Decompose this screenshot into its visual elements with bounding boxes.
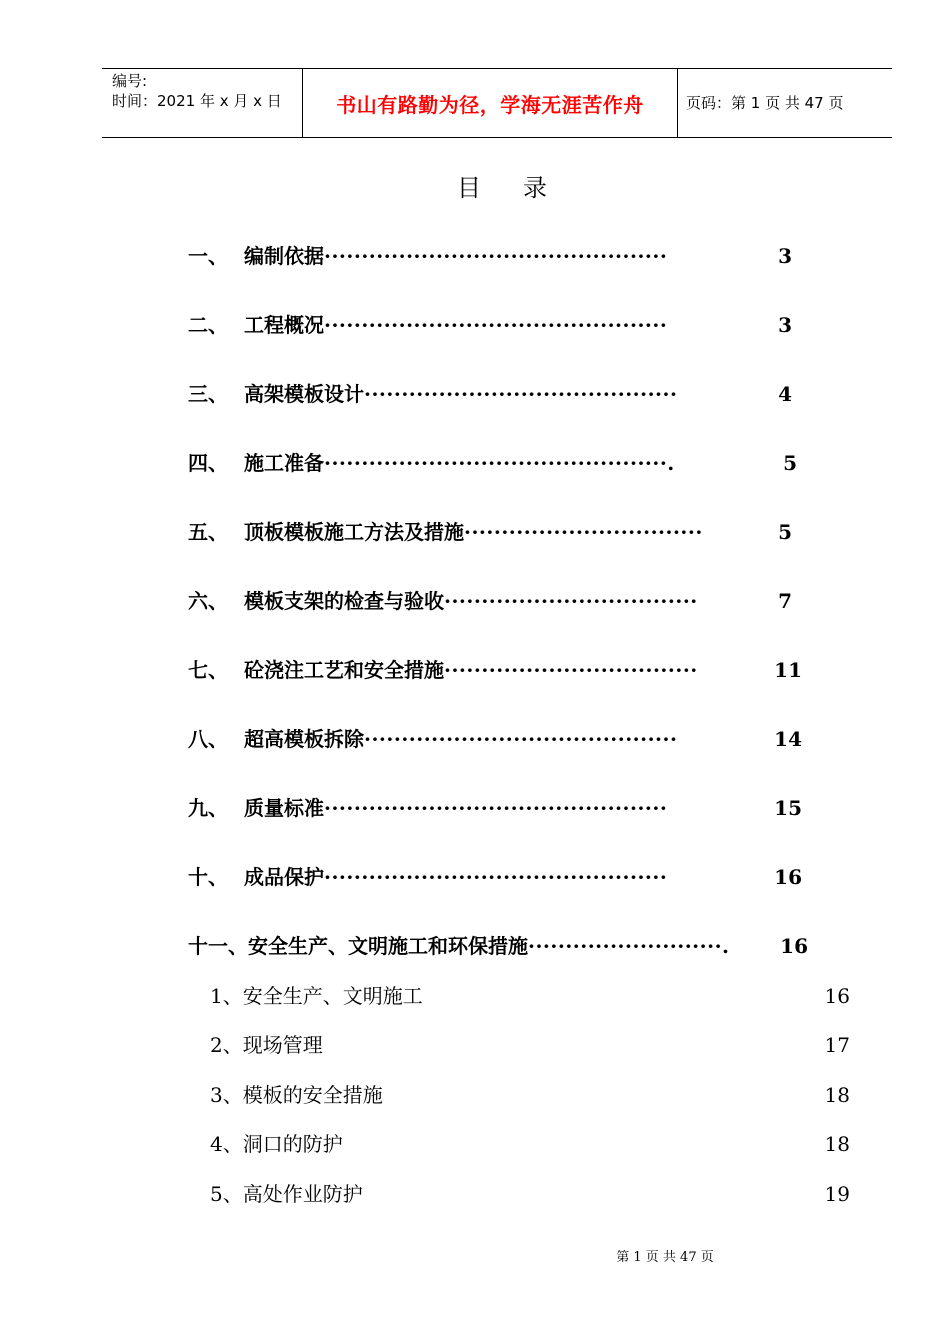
toc-entry-number: 五、 [188,520,228,544]
document-number-label: 编号: [112,72,148,90]
toc-entry[interactable] [188,378,792,408]
toc-entry[interactable] [188,309,792,339]
toc-entry-number: 六、 [188,589,228,613]
toc-entry[interactable] [188,792,802,822]
toc-entry-leader: ·········································· [364,727,678,751]
toc-entry-number: 九、 [188,796,228,820]
toc-entry-label: 工程概况 [244,313,324,337]
toc-entry-number: 十一、 [188,934,248,958]
toc-sub-entry-page: 17 [824,1033,850,1057]
toc-entry[interactable] [188,861,802,891]
toc-sub-entry-page: 19 [824,1182,850,1206]
toc-entry-page: 14 [774,727,802,751]
toc-entry-number: 一、 [188,244,228,268]
toc-entry-label: 模板支架的检查与验收 [244,589,444,613]
toc-entry-leader: ·············································· [324,865,668,889]
toc-sub-entry-page: 18 [824,1083,850,1107]
toc-entry-leader: ·································· [444,589,698,613]
toc-entry[interactable] [188,723,802,753]
toc-entry-label: 成品保护 [244,865,324,889]
header-motto-cell [303,69,678,137]
toc-entry-leader: ·············································· [324,796,668,820]
toc-sub-entry-page: 16 [824,984,850,1008]
toc-sub-entry[interactable] [210,1079,850,1109]
page-header [102,68,892,138]
toc-entry-number: 七、 [188,658,228,682]
toc-sub-entry-label: 1、安全生产、文明施工 [210,984,423,1008]
toc-entry-number: 三、 [188,382,228,406]
toc-entry-label: 顶板模板施工方法及措施 [244,520,464,544]
toc-entry-page: 3 [778,313,792,337]
toc-entry-leader: ·············································· [324,313,668,337]
toc-entry-leader: ································ [464,520,703,544]
document-time-label: 时间：2021 年 x 月 x 日 [112,92,282,110]
header-motto: 书山有路勤为径，学海无涯苦作舟 [336,92,644,117]
toc-entry-page: 5 [778,520,792,544]
toc-entry-number: 八、 [188,727,228,751]
toc-entry-label: 超高模板拆除 [244,727,364,751]
toc-entry-label: 施工准备 [244,451,324,475]
page-footer: 第 1 页 共 47 页 [616,1250,714,1265]
toc-entry-page: 3 [778,244,792,268]
toc-entry-page: 16 [780,934,808,958]
toc-entry-leader: ··························. [528,934,730,958]
toc-sub-entry-label: 2、现场管理 [210,1033,323,1057]
toc-entry-leader: ·············································· [324,244,668,268]
toc-entry[interactable] [188,654,802,684]
toc-entry-label: 高架模板设计 [244,382,364,406]
toc-sub-entry-page: 18 [824,1132,850,1156]
toc-entry-number: 十、 [188,865,228,889]
toc-entry[interactable] [188,930,808,960]
toc-entry[interactable] [188,447,797,477]
toc-entry-label: 编制依据 [244,244,324,268]
toc-sub-entry-label: 5、高处作业防护 [210,1182,363,1206]
toc-title: 目录 [457,174,589,202]
toc-entry-leader: ··············································. [324,451,675,475]
toc-entry-page: 11 [774,658,802,682]
toc-entry-label: 砼浇注工艺和安全措施 [244,658,444,682]
toc-entry-number: 四、 [188,451,228,475]
toc-sub-entry-label: 3、模板的安全措施 [210,1083,383,1107]
toc-entry-page: 4 [778,382,792,406]
toc-entry-label: 质量标准 [244,796,324,820]
toc-entry[interactable] [188,516,792,546]
toc-entry-page: 15 [774,796,802,820]
toc-sub-entry[interactable] [210,1178,850,1208]
header-page-cell [678,69,892,137]
toc-entry-page: 5 [783,451,797,475]
toc-entry[interactable] [188,240,792,270]
toc-sub-entry[interactable] [210,1128,850,1158]
toc-entry-number: 二、 [188,313,228,337]
header-page-info: 页码：第 1 页 共 47 页 [686,94,844,112]
header-meta-cell [102,69,303,137]
toc-sub-entry[interactable] [210,980,850,1010]
toc-sub-entry[interactable] [210,1029,850,1059]
toc-entry-leader: ·········································· [364,382,678,406]
toc-entry-leader: ·································· [444,658,698,682]
toc-entry[interactable] [188,585,792,615]
toc-sub-entry-label: 4、洞口的防护 [210,1132,343,1156]
toc-entry-label: 安全生产、文明施工和环保措施 [248,934,528,958]
toc-entry-page: 7 [778,589,792,613]
toc-entry-page: 16 [774,865,802,889]
